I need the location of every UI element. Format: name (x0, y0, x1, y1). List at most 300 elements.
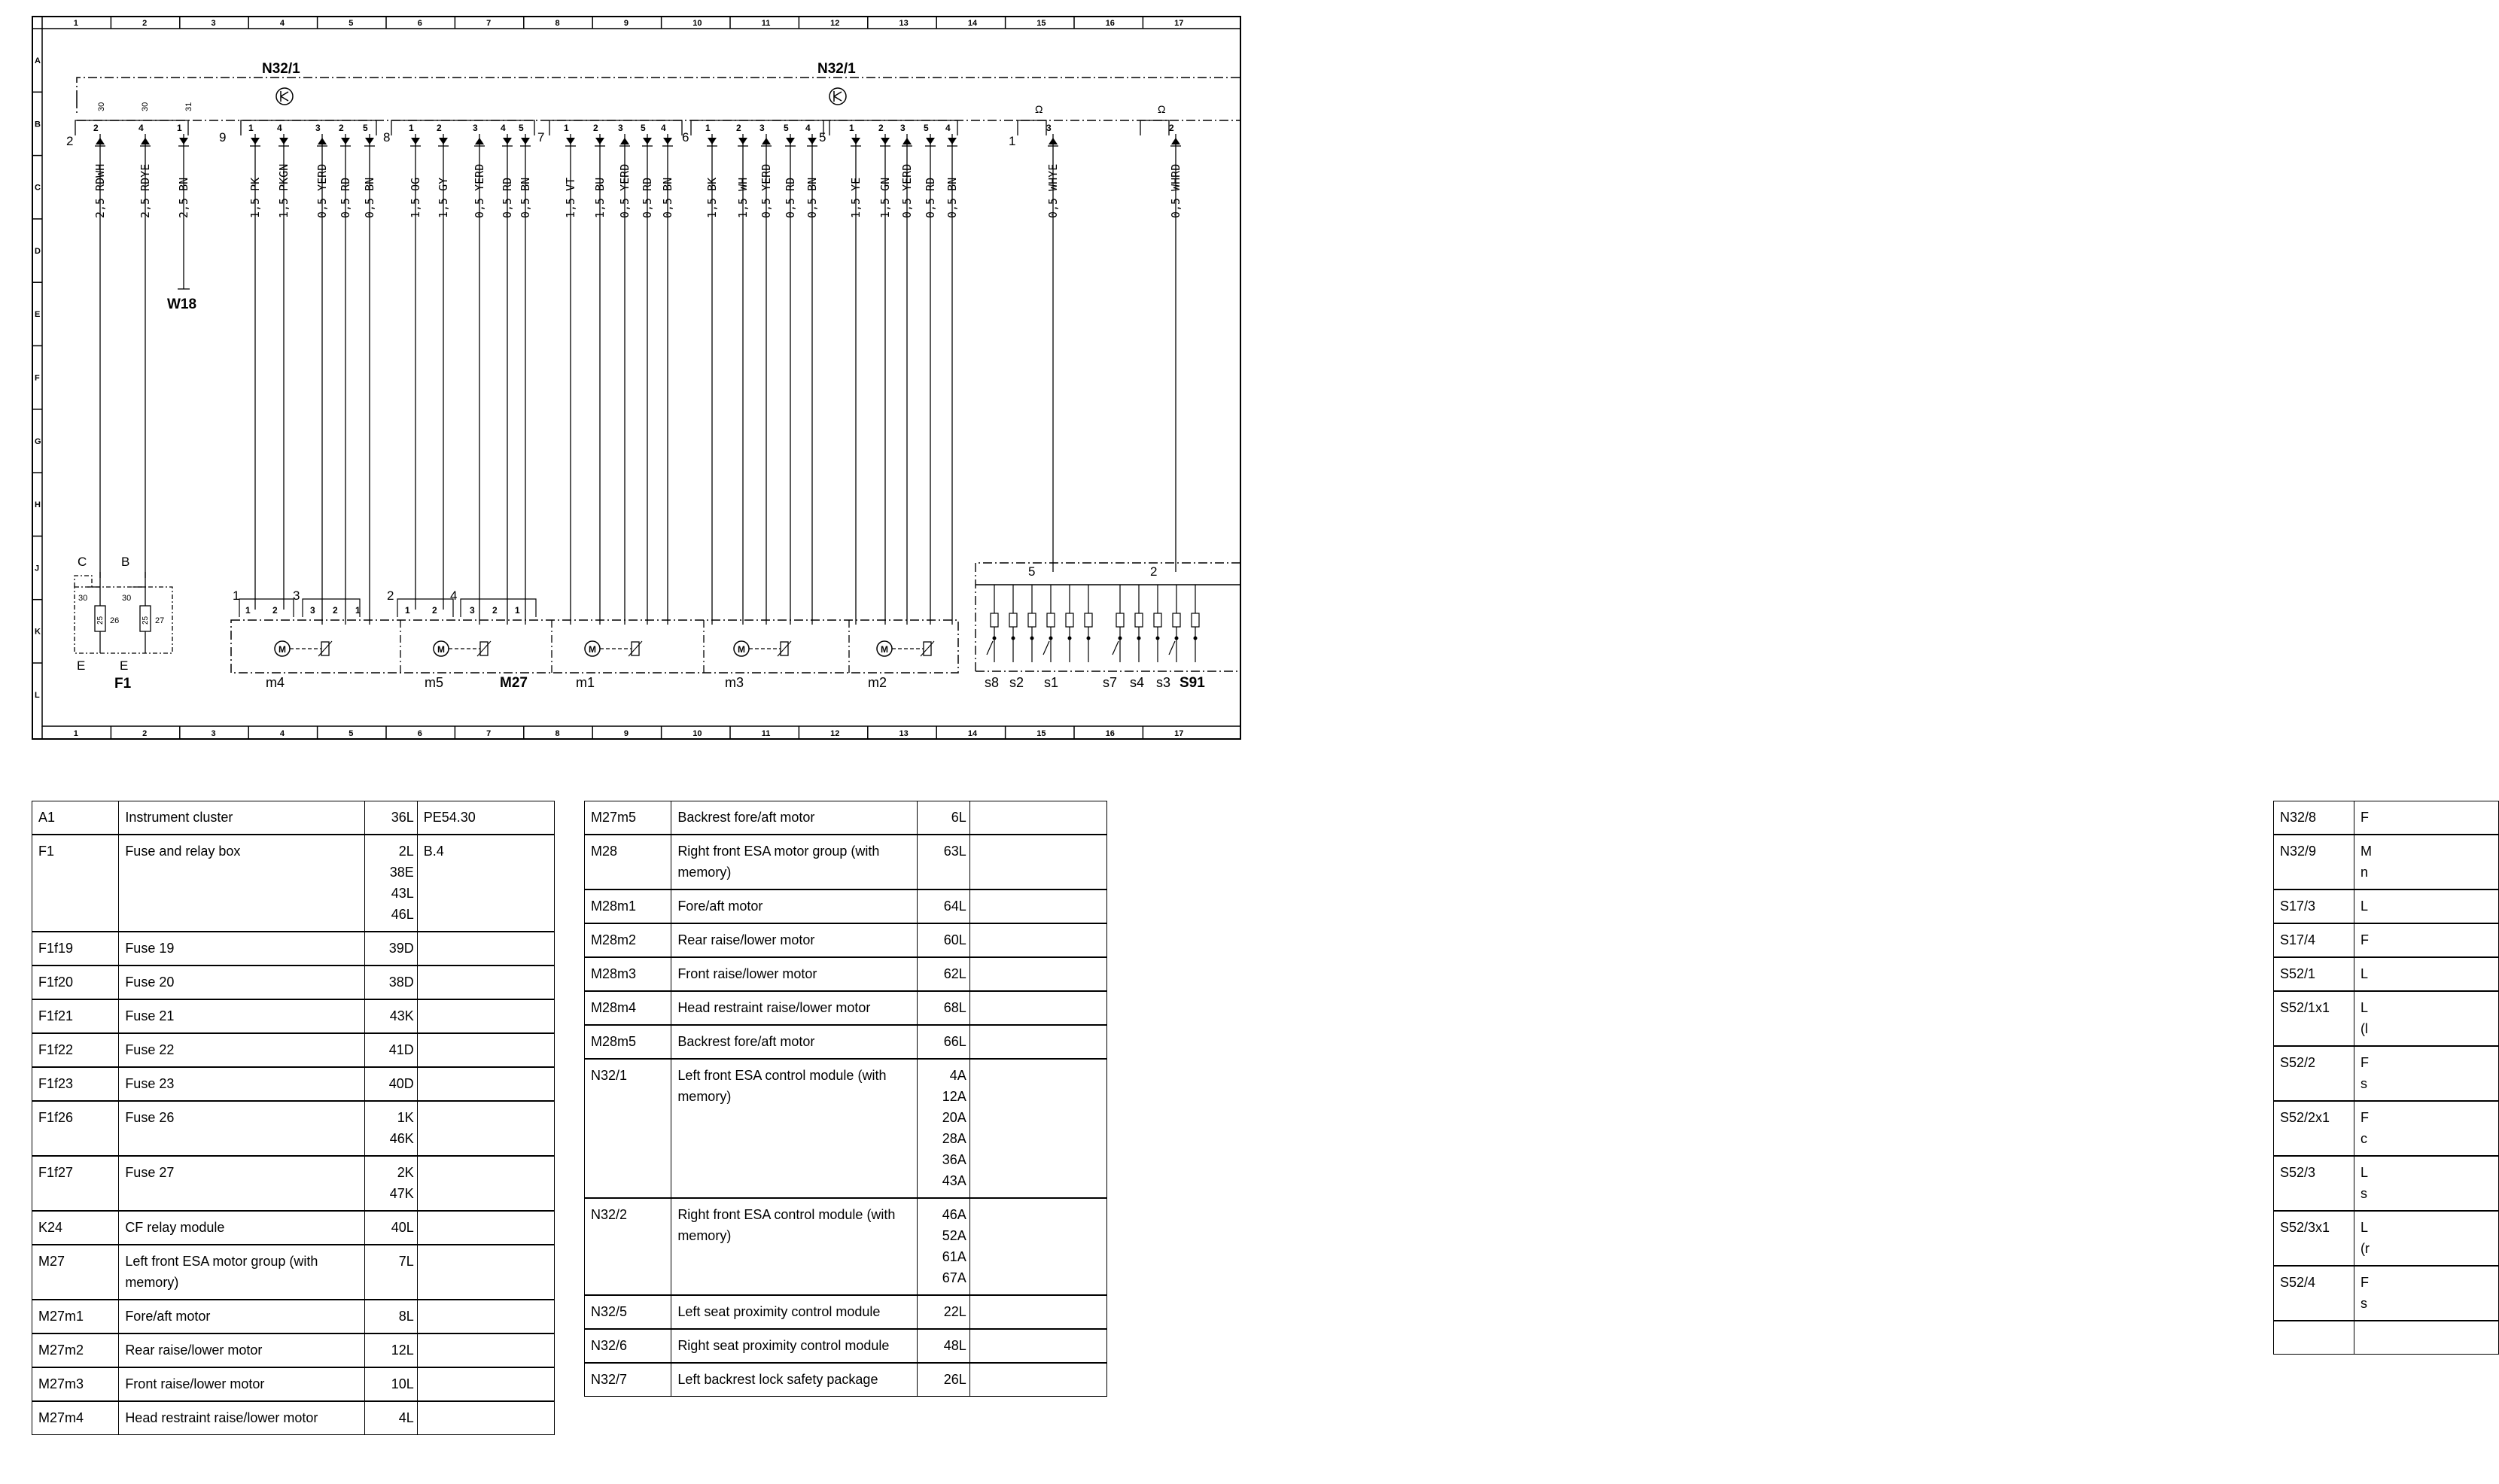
wire-pin-number: 1 (177, 123, 182, 133)
table-row (32, 1067, 555, 1101)
wire-pin-number: 4 (501, 123, 506, 133)
component-table-left (32, 801, 555, 1435)
cell-loc: 41D (364, 1033, 417, 1067)
cell-code: N32/6 (585, 1329, 671, 1363)
table-row (585, 889, 1107, 923)
table-row (585, 835, 1107, 889)
cell-desc: Fuse 27 (119, 1156, 364, 1211)
fuse-box-f1 (75, 572, 172, 653)
cell-code: F1f21 (32, 999, 119, 1033)
motor-label: m2 (868, 675, 887, 690)
switch-label-s7: s7 (1103, 675, 1118, 690)
wire-label: 0,5 BN (363, 177, 376, 218)
fuse-rating-25-b: 25 (142, 616, 150, 625)
wire-arrow (141, 138, 150, 144)
cell-loc: 2L 38E 43L 46L (364, 835, 417, 932)
cell-code: N32/5 (585, 1295, 671, 1329)
table-row (585, 1295, 1107, 1329)
table-row (585, 1025, 1107, 1059)
row-letter: F (35, 373, 40, 383)
cell-code: M28m4 (585, 991, 671, 1025)
component-table-right-clip (1135, 790, 2372, 1452)
wire (339, 123, 352, 625)
wire-arrow (1049, 138, 1058, 144)
cell-desc: F s (2354, 1266, 2499, 1321)
cell-desc: Front raise/lower motor (671, 957, 917, 991)
wire (849, 123, 863, 625)
cell-desc: Left front ESA motor group (with memory) (119, 1245, 364, 1300)
wire (945, 123, 959, 625)
cell-code: F1f26 (32, 1101, 119, 1156)
row-letter: D (35, 246, 41, 256)
cell-code: M28m1 (585, 889, 671, 923)
wire-pin-number: 4 (945, 123, 951, 133)
cell-code: S52/1 (2274, 957, 2354, 991)
wire-pin-number: 2 (736, 123, 741, 133)
wire (315, 123, 329, 625)
zone-number-bottom: 15 (1036, 729, 1046, 738)
cell-ref (417, 1156, 554, 1211)
wire (661, 123, 674, 625)
cell-ref (417, 932, 554, 966)
zone-number-top: 16 (1105, 19, 1115, 28)
cell-desc: Backrest fore/aft motor (671, 801, 917, 835)
connector-number-6: 6 (682, 130, 689, 144)
cell-desc (2354, 1321, 2499, 1355)
cell-ref (969, 1363, 1106, 1397)
cell-ref (417, 1067, 554, 1101)
wire-arrow (738, 138, 747, 144)
cell-ref (417, 1333, 554, 1367)
cell-loc: 46A 52A 61A 67A (917, 1198, 969, 1295)
wire-pin-number: 5 (784, 123, 789, 133)
wire-label: 0,5 YERD (618, 163, 632, 218)
zone-number-top: 6 (417, 19, 422, 28)
cell-ref: B.4 (417, 835, 554, 932)
terminal-30-b: 30 (141, 102, 150, 111)
terminal-30-a: 30 (97, 102, 106, 111)
cell-desc: Fuse 26 (119, 1101, 364, 1156)
motor-pin-markers (245, 605, 520, 616)
table-row (585, 1059, 1107, 1198)
wire (784, 123, 797, 625)
fuse-number-26: 26 (110, 616, 120, 625)
wire-arrow (808, 138, 817, 144)
zone-number-top: 5 (349, 19, 354, 28)
cell-code: N32/8 (2274, 801, 2354, 835)
zone-number-top: 11 (761, 19, 771, 28)
table-row (32, 1211, 555, 1245)
wire-label: 1,5 PK (248, 177, 262, 218)
wire-label: 1,5 PKGN (277, 163, 291, 218)
module-label-1: N32/1 (262, 61, 300, 77)
cell-desc: Fuse 23 (119, 1067, 364, 1101)
fuse-term-30-a: 30 (78, 594, 88, 603)
switch-element (1192, 585, 1199, 662)
cell-loc: 36L (364, 801, 417, 835)
ohm-symbol-1: Ω (1035, 103, 1043, 115)
cell-desc: Left seat proximity control module (671, 1295, 917, 1329)
row-letter: K (35, 627, 41, 637)
table-row (585, 923, 1107, 957)
table-row (2274, 835, 2499, 889)
cell-desc: Right front ESA motor group (with memory) (671, 835, 917, 889)
cell-desc: L s (2354, 1156, 2499, 1211)
motor-symbol: M (738, 644, 745, 655)
table-row (585, 801, 1107, 835)
cell-ref (969, 1295, 1106, 1329)
table-row (2274, 1266, 2499, 1321)
wire-label: 0,5 RD (339, 177, 352, 218)
module-label-2: N32/1 (817, 61, 856, 77)
wire-pin-number: 1 (409, 123, 414, 133)
switch-label-s8: s8 (985, 675, 1000, 690)
motor-pin-marker: 1 (245, 605, 251, 616)
cell-desc: Fuse 20 (119, 966, 364, 999)
zone-number-bottom: 8 (555, 729, 560, 738)
zone-number-top: 12 (830, 19, 840, 28)
wire-pin-number: 2 (339, 123, 344, 133)
cell-desc: F (2354, 801, 2499, 835)
table-row (585, 957, 1107, 991)
wire-pin-number: 1 (849, 123, 854, 133)
wire-pin-number: 1 (564, 123, 569, 133)
zone-number-bottom: 14 (967, 729, 978, 738)
switch-block-s91 (976, 563, 1240, 671)
cell-desc: L (r (2354, 1211, 2499, 1266)
switch-element (1085, 585, 1092, 662)
wire-pin-number: 5 (519, 123, 524, 133)
cell-ref (969, 889, 1106, 923)
wire-label: 0,5 YERD (315, 163, 329, 218)
motor-symbol: M (279, 644, 286, 655)
wire-label: 0,5 BN (945, 177, 959, 218)
table-row (32, 1101, 555, 1156)
switch-label-s3: s3 (1156, 675, 1171, 690)
zone-number-top: 3 (211, 19, 216, 28)
wire (618, 123, 632, 625)
motor-conn-pin-4: 4 (450, 588, 458, 603)
wire-arrow (926, 138, 935, 144)
wire-arrow (521, 138, 530, 144)
wire-arrow (881, 138, 890, 144)
cell-code: S52/2 (2274, 1046, 2354, 1101)
row-letter: J (35, 564, 40, 573)
motor-symbol: M (589, 644, 596, 655)
ohm-symbol-2: Ω (1158, 103, 1166, 115)
cell-loc: 8L (364, 1300, 417, 1333)
cell-desc: Fuse and relay box (119, 835, 364, 932)
wire-pin-number: 1 (705, 123, 711, 133)
wire-arrow (503, 138, 512, 144)
wire-pin-number: 2 (593, 123, 598, 133)
cell-desc: Rear raise/lower motor (119, 1333, 364, 1367)
cell-desc: Instrument cluster (119, 801, 364, 835)
wire-arrow (475, 138, 484, 144)
switch-element (1169, 585, 1180, 662)
wire-label: 2,5 RDYE (138, 163, 152, 218)
wire (593, 123, 607, 625)
wire (409, 123, 422, 610)
cell-code: M28m2 (585, 923, 671, 957)
wire-label: 2,5 BN (177, 177, 190, 218)
cell-code: F1f22 (32, 1033, 119, 1067)
cell-loc: 2K 47K (364, 1156, 417, 1211)
wire (641, 123, 654, 625)
wire-arrow (318, 138, 327, 144)
cell-code: N32/9 (2274, 835, 2354, 889)
cell-loc: 48L (917, 1329, 969, 1363)
wiring-diagram (0, 0, 1240, 753)
cell-ref (969, 1198, 1106, 1295)
cell-ref (969, 991, 1106, 1025)
cell-code: S52/4 (2274, 1266, 2354, 1321)
motor-label: m4 (266, 675, 285, 690)
wire-arrow (762, 138, 771, 144)
switch-pin-2: 2 (1150, 564, 1158, 579)
wire-pin-number: 5 (363, 123, 368, 133)
wire-pin-number: 2 (1169, 123, 1174, 133)
wire-pin-number: 4 (805, 123, 811, 133)
cell-loc: 60L (917, 923, 969, 957)
wire (705, 123, 719, 625)
wire-label: 1,5 GY (437, 177, 450, 218)
cell-desc: Head restraint raise/lower motor (671, 991, 917, 1025)
wire-arrow (786, 138, 795, 144)
fuse-term-30-b: 30 (122, 594, 132, 603)
wire-pin-number: 2 (437, 123, 442, 133)
wire-label: 0,5 RD (501, 177, 514, 218)
cell-desc: Right seat proximity control module (671, 1329, 917, 1363)
motor-pin-marker: 3 (310, 605, 315, 616)
wire-arrow (341, 138, 350, 144)
cell-code: M28m5 (585, 1025, 671, 1059)
cell-code: M28 (585, 835, 671, 889)
cell-loc: 10L (364, 1367, 417, 1401)
cell-code: M27m3 (32, 1367, 119, 1401)
cell-loc: 63L (917, 835, 969, 889)
cell-loc: 26L (917, 1363, 969, 1397)
cell-desc: Backrest fore/aft motor (671, 1025, 917, 1059)
table-row (32, 999, 555, 1033)
cell-desc: F c (2354, 1101, 2499, 1156)
wire (277, 123, 291, 610)
cell-desc: F s (2354, 1046, 2499, 1101)
zone-number-bottom: 6 (417, 729, 422, 738)
motor-pin-marker: 1 (355, 605, 361, 616)
wire-arrow (708, 138, 717, 144)
connector-number-8: 8 (383, 130, 391, 144)
cell-code: K24 (32, 1211, 119, 1245)
cell-loc: 43K (364, 999, 417, 1033)
cell-desc: Left front ESA control module (with memory) (671, 1059, 917, 1198)
cell-loc: 38D (364, 966, 417, 999)
motor-pin-marker: 2 (272, 605, 278, 616)
wire-label: 0,5 RD (641, 177, 654, 218)
wire-arrow (566, 138, 575, 144)
fuse-letter-c: C (78, 555, 87, 569)
cell-code: A1 (32, 801, 119, 835)
wire-label: 1,5 OG (409, 177, 422, 218)
wire-pin-number: 4 (277, 123, 282, 133)
terminal-31: 31 (184, 102, 193, 111)
cell-desc: Left backrest lock safety package (671, 1363, 917, 1397)
table-row (2274, 889, 2499, 923)
cell-loc: 12L (364, 1333, 417, 1367)
table-row (32, 932, 555, 966)
wire-arrow (948, 138, 957, 144)
motor-pin-marker: 2 (492, 605, 498, 616)
zone-number-top: 7 (486, 19, 492, 28)
zone-number-top: 15 (1036, 19, 1046, 28)
fuse-number-27: 27 (155, 616, 165, 625)
cell-code: S52/1x1 (2274, 991, 2354, 1046)
zone-number-bottom: 10 (692, 729, 702, 738)
wire-pin-number: 3 (618, 123, 623, 133)
cell-desc: Fore/aft motor (671, 889, 917, 923)
wire-label: 0,5 BN (805, 177, 819, 218)
wire-label: 1,5 BK (705, 177, 719, 218)
cell-ref (969, 957, 1106, 991)
wire-pin-number: 3 (759, 123, 765, 133)
cell-ref (417, 999, 554, 1033)
cell-desc: Fore/aft motor (119, 1300, 364, 1333)
cell-code: N32/7 (585, 1363, 671, 1397)
cell-code: S52/3x1 (2274, 1211, 2354, 1266)
wire (1169, 123, 1183, 572)
switch-label-s4: s4 (1130, 675, 1145, 690)
wire (138, 123, 152, 578)
table-row (32, 966, 555, 999)
cell-code: M27m1 (32, 1300, 119, 1333)
table-row (2274, 923, 2499, 957)
wire (924, 123, 937, 625)
wire (759, 123, 773, 625)
table-row (585, 1198, 1107, 1295)
wire-arrow (1171, 138, 1180, 144)
cell-ref (417, 1245, 554, 1300)
cell-ref (969, 923, 1106, 957)
cell-desc: Right front ESA control module (with memory) (671, 1198, 917, 1295)
motor-group-label: M27 (500, 675, 528, 691)
switch-elements (987, 585, 1199, 662)
wire (93, 123, 107, 578)
wire-pin-number: 5 (924, 123, 929, 133)
fuse-ground-e-b: E (120, 658, 129, 673)
cell-desc: L (l (2354, 991, 2499, 1046)
table-row (2274, 801, 2499, 835)
zone-number-top: 10 (692, 19, 702, 28)
zone-number-top: 14 (967, 19, 978, 28)
motor-symbol: M (437, 644, 445, 655)
motor-pin-marker: 1 (515, 605, 520, 616)
cell-loc: 22L (917, 1295, 969, 1329)
wire-label: 0,5 YERD (900, 163, 914, 218)
wire (519, 123, 532, 625)
cell-ref (969, 1329, 1106, 1363)
zone-ruler-bottom (42, 726, 1183, 739)
motor-m1 (576, 641, 642, 690)
cell-desc: Fuse 22 (119, 1033, 364, 1067)
wire-pin-number: 3 (1046, 123, 1052, 133)
wire-label: 0,5 WHRD (1169, 163, 1183, 218)
cell-code: M28m3 (585, 957, 671, 991)
wire-arrow (643, 138, 652, 144)
cell-loc: 6L (917, 801, 969, 835)
wire-label: 0,5 YERD (759, 163, 773, 218)
motors (266, 620, 934, 690)
wire-pin-number: 4 (661, 123, 666, 133)
cell-code: S17/3 (2274, 889, 2354, 923)
switch-element (1043, 585, 1055, 662)
connector-number-2: 2 (66, 134, 74, 148)
cell-desc: Fuse 19 (119, 932, 364, 966)
cell-loc: 1K 46K (364, 1101, 417, 1156)
cell-code: F1f19 (32, 932, 119, 966)
cell-desc: CF relay module (119, 1211, 364, 1245)
cell-ref: PE54.30 (417, 801, 554, 835)
wire (736, 123, 750, 625)
motor-m5 (425, 641, 491, 690)
zone-number-bottom: 5 (349, 729, 354, 738)
wire-arrow (96, 138, 105, 144)
motor-conn-pin-2: 2 (387, 588, 394, 603)
cell-code: M27 (32, 1245, 119, 1300)
table-row (2274, 957, 2499, 991)
zone-number-bottom: 1 (73, 729, 78, 738)
motor-conn-pin-3: 3 (293, 588, 300, 603)
table-row (2274, 1156, 2499, 1211)
wire-pin-number: 3 (315, 123, 321, 133)
cell-code: M27m5 (585, 801, 671, 835)
cell-code: M27m2 (32, 1333, 119, 1367)
row-letter: B (35, 120, 41, 129)
table-row (585, 1363, 1107, 1397)
table-row (32, 1245, 555, 1300)
cell-ref (417, 1401, 554, 1435)
cell-ref (417, 1367, 554, 1401)
cell-code: M27m4 (32, 1401, 119, 1435)
wire (878, 123, 892, 625)
wire-arrow (620, 138, 629, 144)
switch-pin-5: 5 (1028, 564, 1036, 579)
motor-pin-marker: 3 (470, 605, 475, 616)
component-table-right (2273, 801, 2499, 1355)
zone-number-top: 2 (142, 19, 148, 28)
motor-pin-marker: 1 (405, 605, 410, 616)
motor-pin-marker: 2 (432, 605, 437, 616)
cell-code: F1f20 (32, 966, 119, 999)
row-ruler-left (32, 29, 42, 700)
wire-pin-number: 4 (138, 123, 144, 133)
wire (564, 123, 577, 625)
wire-label: 1,5 VT (564, 177, 577, 218)
wire (473, 123, 486, 625)
table-row (585, 991, 1107, 1025)
table-row (32, 1156, 555, 1211)
switch-element (1066, 585, 1073, 662)
cell-code: S52/2x1 (2274, 1101, 2354, 1156)
wire-arrow (595, 138, 604, 144)
cell-ref (969, 801, 1106, 835)
cell-ref (969, 1025, 1106, 1059)
motor-m2 (868, 641, 934, 690)
motor-label: m3 (725, 675, 744, 690)
table-row (2274, 1046, 2499, 1101)
motor-m4 (266, 641, 332, 690)
connector-number-5: 5 (819, 130, 826, 144)
cell-desc: L (2354, 889, 2499, 923)
